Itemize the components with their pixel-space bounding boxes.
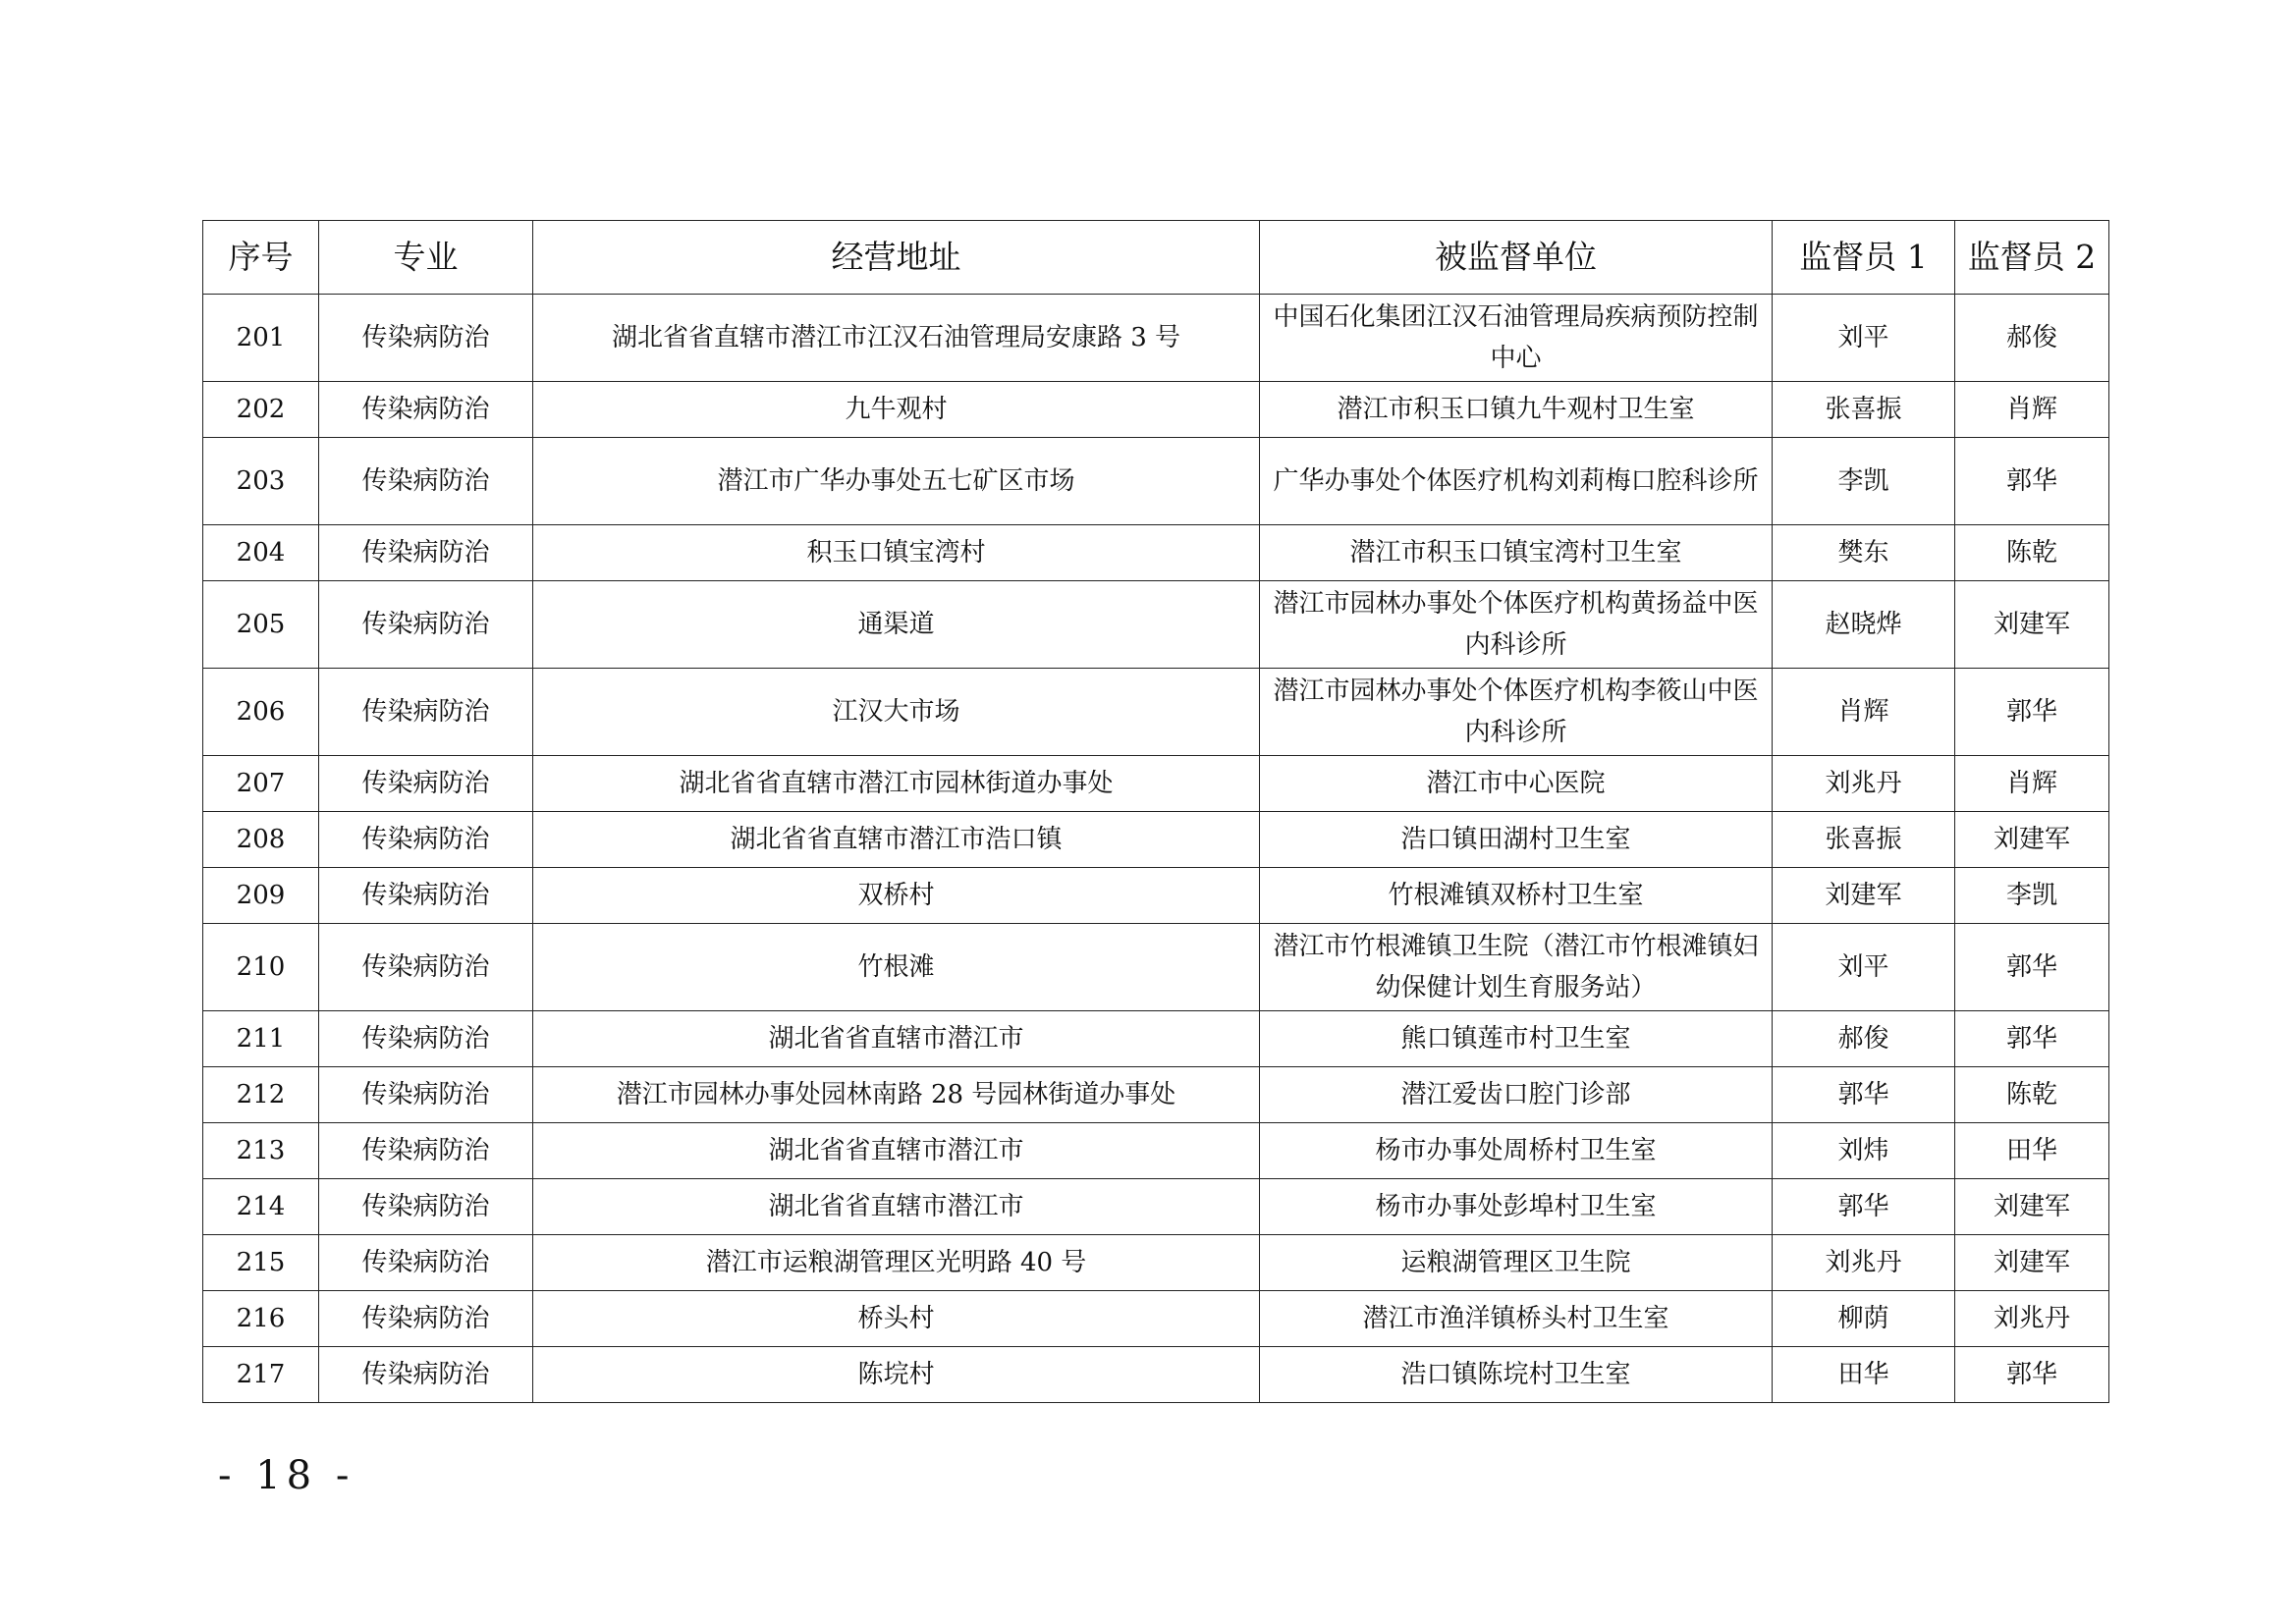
cell-unit: 竹根滩镇双桥村卫生室 [1260, 868, 1773, 924]
cell-address: 潜江市广华办事处五七矿区市场 [533, 438, 1260, 525]
cell-major: 传染病防治 [319, 924, 533, 1011]
cell-unit: 杨市办事处彭埠村卫生室 [1260, 1179, 1773, 1235]
cell-major: 传染病防治 [319, 438, 533, 525]
cell-unit: 潜江市竹根滩镇卫生院（潜江市竹根滩镇妇幼保健计划生育服务站） [1260, 924, 1773, 1011]
cell-address: 湖北省省直辖市潜江市江汉石油管理局安康路 3 号 [533, 295, 1260, 382]
cell-supervisor-2: 陈乾 [1955, 525, 2109, 581]
cell-no: 204 [203, 525, 319, 581]
cell-supervisor-2: 刘建军 [1955, 581, 2109, 669]
table-header-row [203, 221, 2109, 295]
cell-major: 传染病防治 [319, 295, 533, 382]
cell-supervisor-2: 刘建军 [1955, 1235, 2109, 1291]
cell-address: 积玉口镇宝湾村 [533, 525, 1260, 581]
cell-no: 208 [203, 812, 319, 868]
cell-major: 传染病防治 [319, 1123, 533, 1179]
cell-major: 传染病防治 [319, 1235, 533, 1291]
header-supervisor-1: 监督员 1 [1773, 221, 1955, 295]
cell-supervisor-1: 刘平 [1773, 295, 1955, 382]
table-row [203, 382, 2109, 438]
table-row [203, 1291, 2109, 1347]
cell-supervisor-1: 张喜振 [1773, 382, 1955, 438]
cell-supervisor-2: 刘建军 [1955, 812, 2109, 868]
cell-unit: 潜江市积玉口镇宝湾村卫生室 [1260, 525, 1773, 581]
cell-supervisor-2: 刘建军 [1955, 1179, 2109, 1235]
table-row [203, 1347, 2109, 1403]
cell-no: 201 [203, 295, 319, 382]
cell-no: 216 [203, 1291, 319, 1347]
cell-major: 传染病防治 [319, 812, 533, 868]
cell-address: 湖北省省直辖市潜江市 [533, 1123, 1260, 1179]
cell-unit: 广华办事处个体医疗机构刘莉梅口腔科诊所 [1260, 438, 1773, 525]
cell-major: 传染病防治 [319, 1179, 533, 1235]
cell-address: 潜江市园林办事处园林南路 28 号园林街道办事处 [533, 1067, 1260, 1123]
header-unit: 被监督单位 [1260, 221, 1773, 295]
table-row [203, 1179, 2109, 1235]
header-address: 经营地址 [533, 221, 1260, 295]
table-row [203, 1235, 2109, 1291]
cell-address: 竹根滩 [533, 924, 1260, 1011]
cell-address: 湖北省省直辖市潜江市浩口镇 [533, 812, 1260, 868]
cell-supervisor-2: 李凯 [1955, 868, 2109, 924]
cell-no: 212 [203, 1067, 319, 1123]
cell-supervisor-2: 肖辉 [1955, 382, 2109, 438]
cell-no: 217 [203, 1347, 319, 1403]
cell-supervisor-1: 张喜振 [1773, 812, 1955, 868]
cell-major: 传染病防治 [319, 669, 533, 756]
cell-major: 传染病防治 [319, 1011, 533, 1067]
cell-address: 九牛观村 [533, 382, 1260, 438]
cell-unit: 熊口镇莲市村卫生室 [1260, 1011, 1773, 1067]
cell-supervisor-2: 郭华 [1955, 438, 2109, 525]
cell-unit: 潜江市渔洋镇桥头村卫生室 [1260, 1291, 1773, 1347]
cell-supervisor-2: 郭华 [1955, 1347, 2109, 1403]
cell-supervisor-2: 郭华 [1955, 669, 2109, 756]
header-major: 专业 [319, 221, 533, 295]
cell-major: 传染病防治 [319, 868, 533, 924]
table-row [203, 581, 2109, 669]
table-row [203, 812, 2109, 868]
cell-unit: 运粮湖管理区卫生院 [1260, 1235, 1773, 1291]
cell-no: 202 [203, 382, 319, 438]
cell-major: 传染病防治 [319, 1291, 533, 1347]
cell-address: 湖北省省直辖市潜江市 [533, 1011, 1260, 1067]
cell-supervisor-1: 郭华 [1773, 1067, 1955, 1123]
cell-unit: 潜江市中心医院 [1260, 756, 1773, 812]
cell-supervisor-2: 肖辉 [1955, 756, 2109, 812]
cell-unit: 潜江爱齿口腔门诊部 [1260, 1067, 1773, 1123]
table-row [203, 295, 2109, 382]
cell-address: 陈垸村 [533, 1347, 1260, 1403]
table-row [203, 868, 2109, 924]
table-row [203, 438, 2109, 525]
cell-no: 214 [203, 1179, 319, 1235]
cell-supervisor-1: 李凯 [1773, 438, 1955, 525]
cell-no: 209 [203, 868, 319, 924]
cell-supervisor-2: 郭华 [1955, 1011, 2109, 1067]
table-row [203, 525, 2109, 581]
cell-supervisor-2: 郝俊 [1955, 295, 2109, 382]
cell-unit: 中国石化集团江汉石油管理局疾病预防控制中心 [1260, 295, 1773, 382]
cell-supervisor-1: 郝俊 [1773, 1011, 1955, 1067]
page-number: - 18 - [218, 1453, 355, 1498]
cell-no: 203 [203, 438, 319, 525]
cell-no: 215 [203, 1235, 319, 1291]
cell-supervisor-1: 柳荫 [1773, 1291, 1955, 1347]
cell-major: 传染病防治 [319, 1347, 533, 1403]
cell-no: 211 [203, 1011, 319, 1067]
cell-address: 桥头村 [533, 1291, 1260, 1347]
cell-no: 206 [203, 669, 319, 756]
cell-supervisor-1: 樊东 [1773, 525, 1955, 581]
table-row [203, 1123, 2109, 1179]
cell-no: 213 [203, 1123, 319, 1179]
cell-unit: 杨市办事处周桥村卫生室 [1260, 1123, 1773, 1179]
cell-unit: 潜江市园林办事处个体医疗机构李筱山中医内科诊所 [1260, 669, 1773, 756]
cell-supervisor-1: 刘建军 [1773, 868, 1955, 924]
cell-no: 207 [203, 756, 319, 812]
cell-major: 传染病防治 [319, 756, 533, 812]
cell-unit: 浩口镇陈垸村卫生室 [1260, 1347, 1773, 1403]
cell-address: 江汉大市场 [533, 669, 1260, 756]
cell-no: 205 [203, 581, 319, 669]
table-row [203, 1067, 2109, 1123]
table-row [203, 924, 2109, 1011]
cell-address: 通渠道 [533, 581, 1260, 669]
cell-supervisor-2: 郭华 [1955, 924, 2109, 1011]
cell-supervisor-2: 田华 [1955, 1123, 2109, 1179]
cell-supervisor-2: 刘兆丹 [1955, 1291, 2109, 1347]
cell-supervisor-1: 刘平 [1773, 924, 1955, 1011]
header-supervisor-2: 监督员 2 [1955, 221, 2109, 295]
table-row [203, 756, 2109, 812]
cell-supervisor-1: 刘兆丹 [1773, 1235, 1955, 1291]
cell-major: 传染病防治 [319, 1067, 533, 1123]
table-row [203, 1011, 2109, 1067]
cell-major: 传染病防治 [319, 581, 533, 669]
cell-address: 湖北省省直辖市潜江市 [533, 1179, 1260, 1235]
cell-supervisor-2: 陈乾 [1955, 1067, 2109, 1123]
cell-address: 潜江市运粮湖管理区光明路 40 号 [533, 1235, 1260, 1291]
cell-supervisor-1: 赵晓烨 [1773, 581, 1955, 669]
table-row [203, 669, 2109, 756]
cell-major: 传染病防治 [319, 382, 533, 438]
cell-supervisor-1: 郭华 [1773, 1179, 1955, 1235]
cell-supervisor-1: 刘炜 [1773, 1123, 1955, 1179]
cell-major: 传染病防治 [319, 525, 533, 581]
supervision-table [202, 220, 2109, 1403]
cell-unit: 潜江市园林办事处个体医疗机构黄扬益中医内科诊所 [1260, 581, 1773, 669]
cell-address: 双桥村 [533, 868, 1260, 924]
cell-no: 210 [203, 924, 319, 1011]
cell-unit: 浩口镇田湖村卫生室 [1260, 812, 1773, 868]
cell-supervisor-1: 田华 [1773, 1347, 1955, 1403]
cell-unit: 潜江市积玉口镇九牛观村卫生室 [1260, 382, 1773, 438]
cell-supervisor-1: 刘兆丹 [1773, 756, 1955, 812]
cell-supervisor-1: 肖辉 [1773, 669, 1955, 756]
cell-address: 湖北省省直辖市潜江市园林街道办事处 [533, 756, 1260, 812]
header-no: 序号 [203, 221, 319, 295]
